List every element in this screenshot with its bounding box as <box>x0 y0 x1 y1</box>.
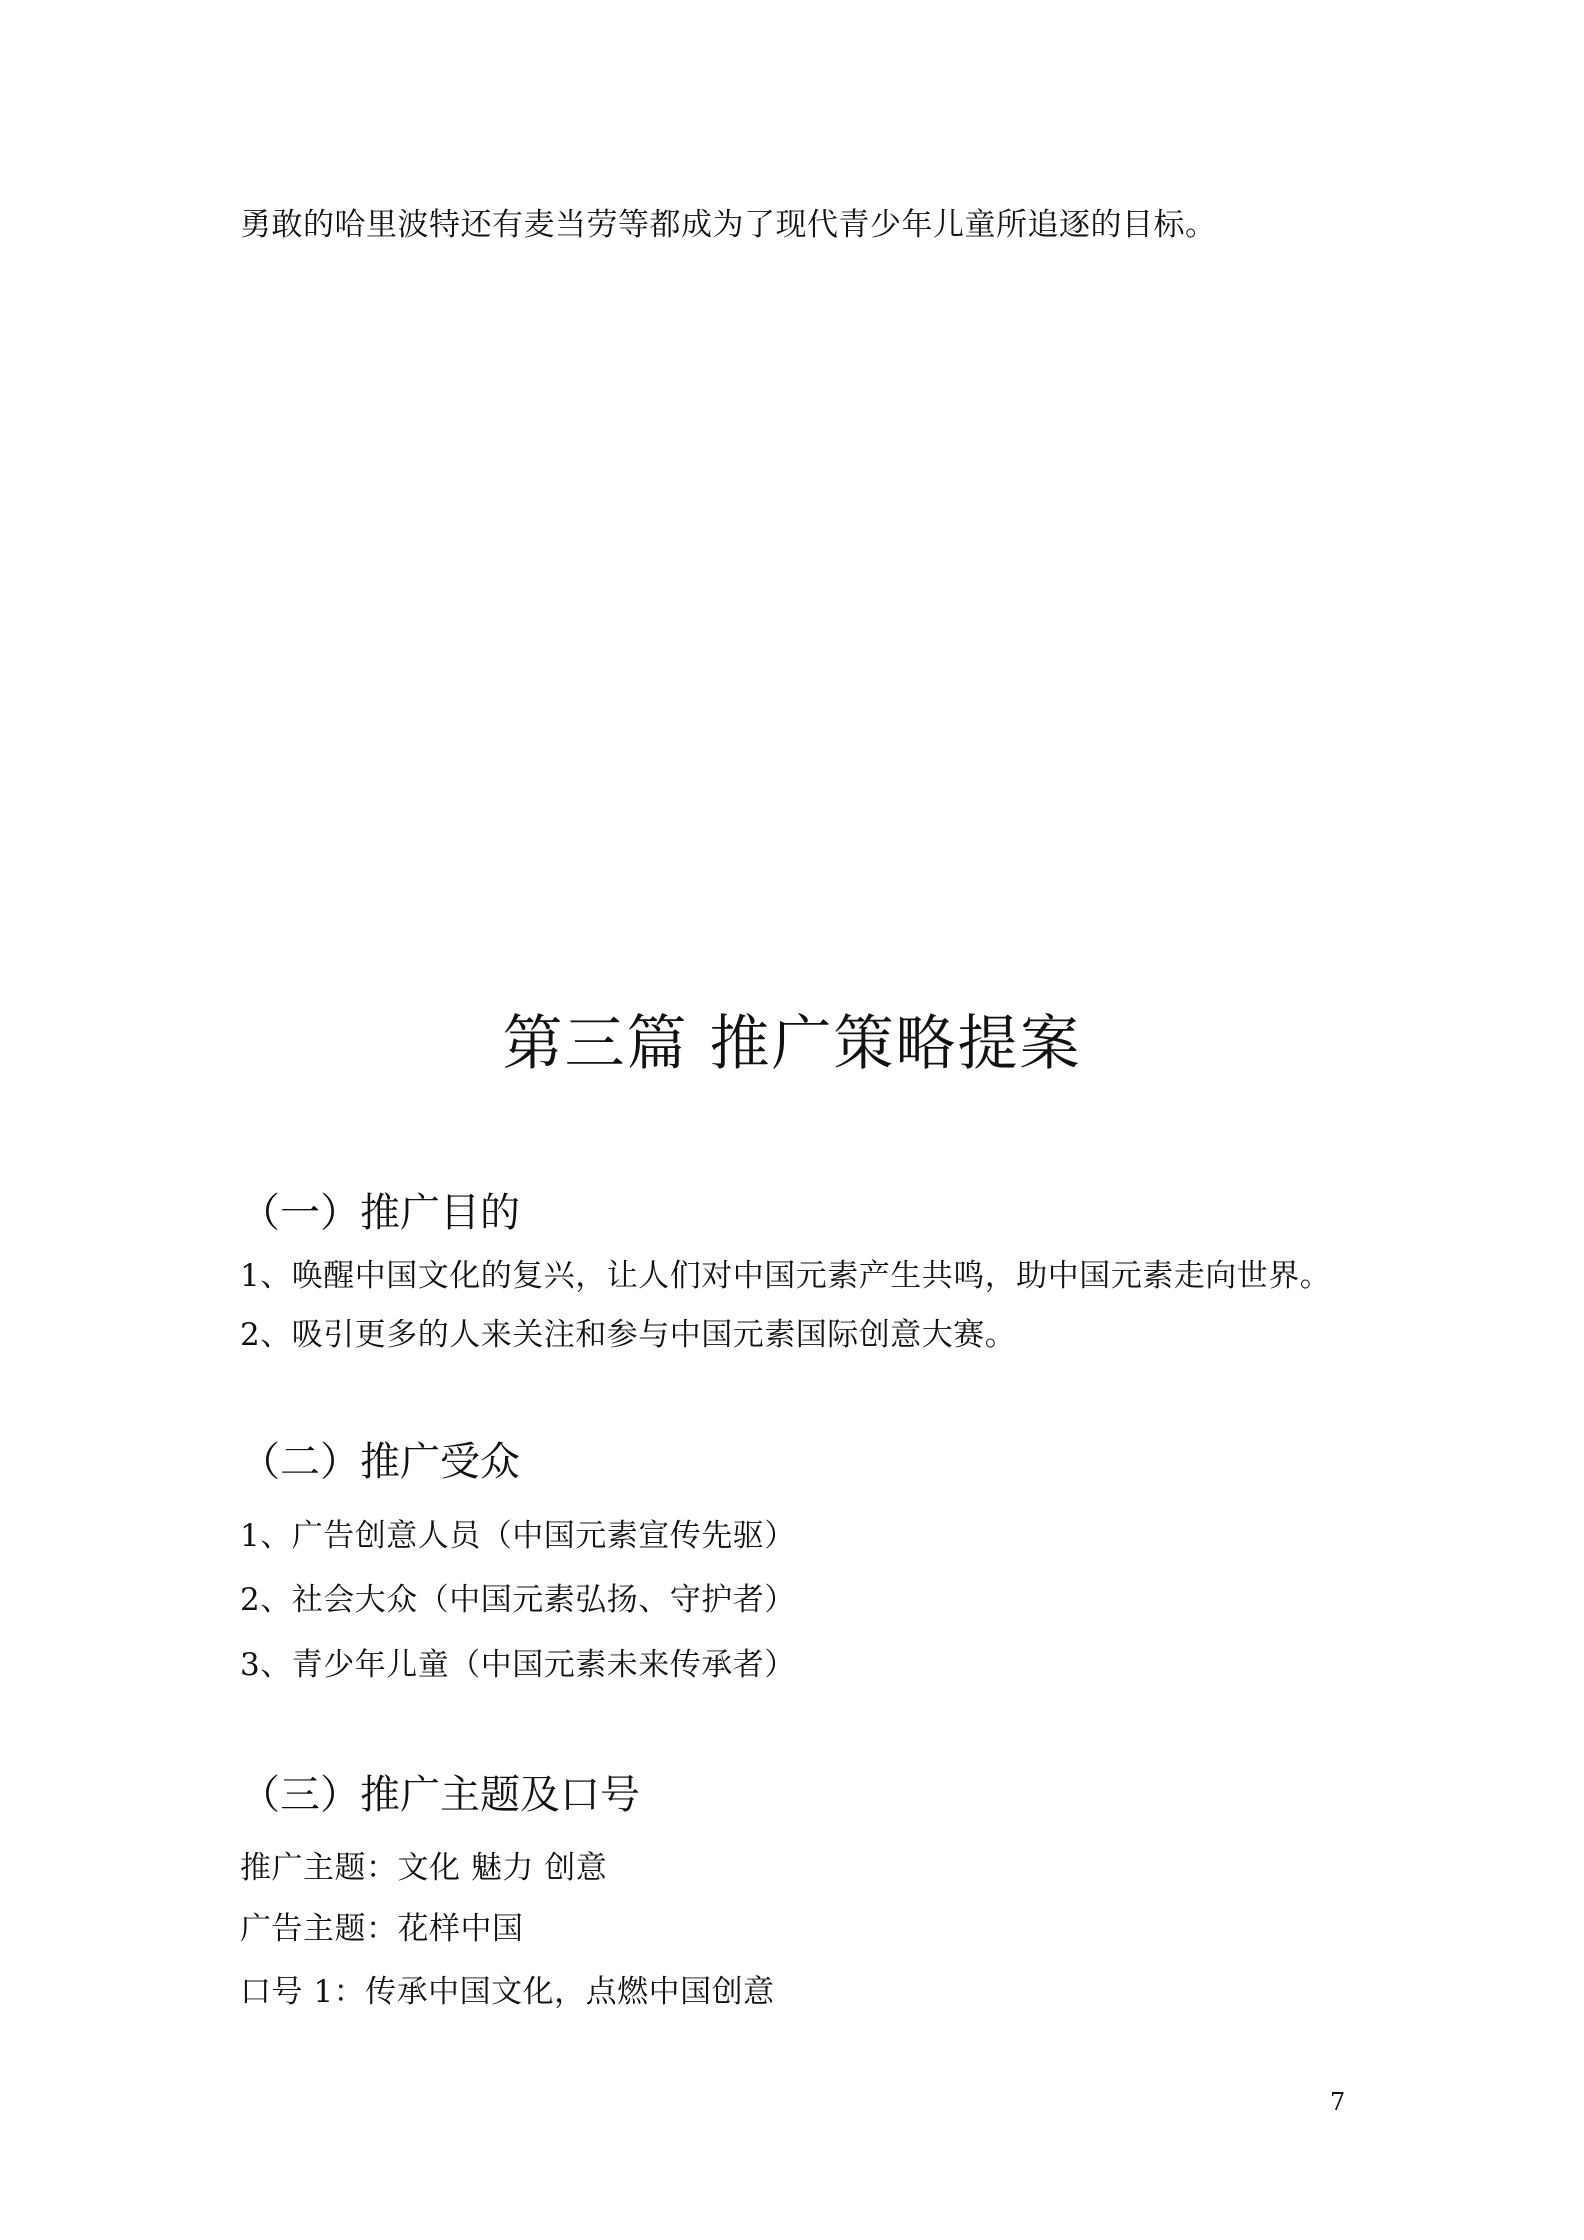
page-number: 7 <box>1330 2088 1346 2116</box>
theme-item-2: 广告主题：花样中国 <box>240 1911 524 1947</box>
theme-item-1: 推广主题：文化 魅力 创意 <box>240 1850 608 1886</box>
purpose-item-2: 2、吸引更多的人来关注和参与中国元素国际创意大赛。 <box>240 1317 1017 1353</box>
audience-item-3: 3、青少年儿童（中国元素未来传承者） <box>240 1647 796 1683</box>
audience-item-1: 1、广告创意人员（中国元素宣传先驱） <box>240 1518 796 1554</box>
theme-item-3: 口号 1：传承中国文化，点燃中国创意 <box>240 1974 775 2010</box>
section-heading-theme: （三）推广主题及口号 <box>240 1772 640 1818</box>
section-heading-purpose: （一）推广目的 <box>240 1190 520 1236</box>
continued-paragraph: 勇敢的哈里波特还有麦当劳等都成为了现代青少年儿童所追逐的目标。 <box>240 207 1217 243</box>
audience-item-2: 2、社会大众（中国元素弘扬、守护者） <box>240 1582 796 1618</box>
purpose-item-1: 1、唤醒中国文化的复兴，让人们对中国元素产生共鸣，助中国元素走向世界。 <box>240 1258 1332 1294</box>
chapter-title: 第三篇 推广策略提案 <box>502 1009 1082 1079</box>
section-heading-audience: （二）推广受众 <box>240 1439 520 1485</box>
